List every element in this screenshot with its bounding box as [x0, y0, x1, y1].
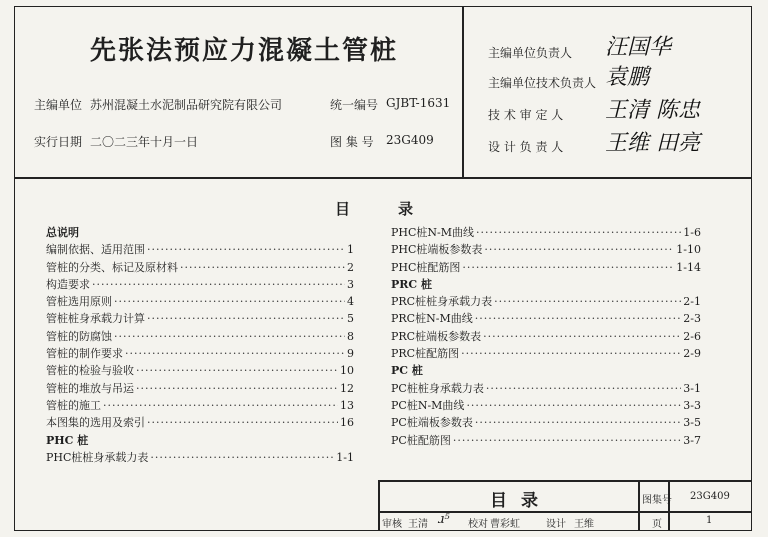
toc-entry	[46, 310, 354, 327]
toc-page-number: 3-5	[683, 416, 701, 430]
toc-entry	[391, 397, 701, 414]
toc-leader-dots	[486, 380, 681, 397]
toc-entry	[46, 380, 354, 397]
toc-entry	[391, 259, 701, 276]
toc-leader-dots	[114, 328, 345, 345]
toc-leader-dots	[147, 241, 345, 258]
toc-title: 目录	[335, 200, 462, 218]
toc-leader-dots	[475, 310, 682, 327]
toc-entry-text: 管桩选用原则	[46, 295, 112, 309]
title-block-title: 目录	[490, 491, 552, 511]
toc-leader-dots	[462, 259, 674, 276]
toc-page-number: 16	[340, 416, 354, 430]
unified-no-label: 统一编号	[330, 98, 379, 112]
toc-entry	[46, 449, 354, 466]
review-label: 审核	[382, 519, 402, 530]
toc-leader-dots	[147, 414, 338, 431]
toc-leader-dots	[483, 328, 681, 345]
toc-right-column	[391, 224, 701, 449]
toc-entry-text: PHC桩N-M曲线	[391, 226, 475, 239]
title-block-sep1	[638, 480, 640, 531]
page-number: 1	[706, 515, 713, 526]
toc-leader-dots	[453, 432, 681, 449]
design-label: 设计	[546, 519, 566, 530]
toc-page-number: 8	[347, 329, 354, 343]
toc-entry-text: PC桩配筋图	[391, 433, 451, 447]
page-label: 页	[652, 519, 662, 530]
toc-entry	[46, 293, 354, 310]
toc-entry-text: 管桩桩身承载力计算	[46, 312, 145, 326]
title-block-mid	[378, 511, 752, 513]
toc-entry-text: PRC桩N-M曲线	[391, 312, 473, 326]
title-block-atlas-label: 图集号	[642, 495, 672, 506]
toc-entry-text: PHC桩桩身承载力表	[46, 450, 149, 464]
reviewer-name: 王清	[408, 519, 428, 530]
effective-date: 二〇二三年十月一日	[90, 135, 199, 149]
toc-page-number: 1	[347, 243, 354, 257]
toc-page-number: 5	[347, 312, 354, 326]
responsible-role: 主编单位技术负责人	[488, 76, 597, 90]
toc-entry-text: PC 桩	[391, 364, 423, 378]
toc-entry	[391, 414, 701, 431]
toc-entry	[46, 241, 354, 258]
toc-leader-dots	[136, 380, 338, 397]
toc-entry-text: 构造要求	[46, 277, 90, 291]
signature: 王维 田亮	[605, 131, 700, 156]
toc-leader-dots	[103, 397, 338, 414]
signature: 王清 陈忠	[605, 98, 700, 123]
toc-entry	[46, 397, 354, 414]
toc-page-number: 2-3	[683, 312, 701, 326]
signature: 汪国华	[605, 35, 672, 60]
toc-page-number: 13	[340, 398, 354, 412]
toc-entry	[391, 380, 701, 397]
toc-entry	[391, 310, 701, 327]
toc-page-number: 3	[347, 277, 354, 291]
toc-entry	[46, 345, 354, 362]
toc-entry-text: 管桩的堆放与吊运	[46, 381, 134, 395]
toc-leader-dots	[92, 276, 345, 293]
toc-entry-text: PC桩桩身承载力表	[391, 381, 484, 395]
toc-entry	[391, 224, 701, 241]
toc-entry	[46, 362, 354, 379]
toc-page-number: 2	[347, 260, 354, 274]
toc-page-number: 12	[340, 381, 354, 395]
toc-page-number: 1-1	[336, 450, 354, 464]
toc-entry-text: PC桩端板参数表	[391, 416, 473, 430]
toc-page-number: 10	[340, 364, 354, 378]
toc-entry-text: PHC桩配筋图	[391, 260, 461, 274]
toc-page-number: 3-3	[683, 398, 701, 412]
toc-entry	[46, 276, 354, 293]
toc-entry	[391, 345, 701, 362]
editor-unit: 苏州混凝土水泥制品研究院有限公司	[90, 98, 283, 112]
reviewer-signature: ɹ⁵	[438, 512, 450, 527]
toc-entry-text: PRC桩配筋图	[391, 347, 460, 361]
toc-entry-text: PRC桩桩身承载力表	[391, 295, 493, 309]
title-block-left	[378, 480, 380, 531]
toc-page-number: 9	[347, 347, 354, 361]
toc-entry-text: PHC 桩	[46, 433, 89, 447]
atlas-no-label: 图 集 号	[330, 135, 374, 149]
header-divider	[14, 177, 752, 179]
toc-entry	[391, 241, 701, 258]
responsible-role: 主编单位负责人	[488, 46, 573, 60]
toc-entry	[46, 328, 354, 345]
toc-leader-dots	[461, 345, 681, 362]
toc-leader-dots	[475, 414, 681, 431]
toc-page-number: 2-6	[683, 329, 701, 343]
toc-page-number: 1-14	[676, 260, 701, 274]
toc-leader-dots	[476, 224, 681, 241]
toc-leader-dots	[466, 397, 681, 414]
toc-page-number: 2-1	[683, 295, 701, 309]
toc-entry-text: 管桩的施工	[46, 398, 101, 412]
atlas-no: 23G409	[386, 133, 434, 147]
toc-entry-text: PRC桩端板参数表	[391, 329, 482, 343]
header-vertical-divider	[462, 6, 464, 178]
title-block-atlas-no: 23G409	[690, 491, 730, 502]
toc-entry-text: PRC 桩	[391, 277, 432, 291]
signature: 袁鹏	[605, 65, 650, 90]
toc-entry-text: 管桩的防腐蚀	[46, 329, 112, 343]
toc-leader-dots	[147, 310, 345, 327]
toc-entry-text: 管桩的分类、标记及原材料	[46, 260, 178, 274]
toc-left-column	[46, 224, 354, 466]
toc-entry-text: 管桩的检验与验收	[46, 364, 134, 378]
toc-page-number: 3-7	[683, 433, 701, 447]
toc-entry	[46, 259, 354, 276]
toc-entry-text: 管桩的制作要求	[46, 347, 123, 361]
title-block-top	[378, 480, 752, 482]
toc-entry	[391, 328, 701, 345]
toc-page-number: 3-1	[683, 381, 701, 395]
toc-leader-dots	[150, 449, 334, 466]
toc-entry-text: PC桩N-M曲线	[391, 398, 465, 412]
toc-entry-text: PHC桩端板参数表	[391, 243, 483, 257]
toc-leader-dots	[180, 259, 345, 276]
toc-page-number: 4	[347, 295, 354, 309]
toc-section-header	[391, 276, 701, 293]
toc-section-header	[391, 362, 701, 379]
toc-page-number: 1-6	[683, 226, 701, 239]
toc-section-header	[46, 224, 354, 241]
toc-leader-dots	[125, 345, 345, 362]
toc-page-number: 1-10	[676, 243, 701, 257]
toc-section-header	[46, 432, 354, 449]
toc-page-number: 2-9	[683, 347, 701, 361]
responsible-role: 设 计 负 责 人	[488, 140, 564, 154]
toc-entry-text: 编制依据、适用范围	[46, 243, 145, 257]
toc-entry	[46, 414, 354, 431]
date-label: 实行日期	[34, 135, 83, 149]
responsible-role: 技 术 审 定 人	[488, 108, 564, 122]
designer-name: 王维	[574, 519, 594, 530]
toc-entry-text: 总说明	[46, 226, 79, 239]
unified-no: GJBT-1631	[386, 96, 451, 110]
check-label: 校对	[468, 519, 488, 530]
document-title: 先张法预应力混凝土管桩	[90, 36, 399, 66]
editor-unit-label: 主编单位	[34, 98, 83, 112]
checker-name: 曹彩虹	[490, 519, 520, 530]
toc-entry	[391, 293, 701, 310]
toc-leader-dots	[494, 293, 681, 310]
toc-leader-dots	[136, 362, 338, 379]
toc-leader-dots	[484, 241, 674, 258]
toc-leader-dots	[114, 293, 345, 310]
toc-entry-text: 本图集的选用及索引	[46, 416, 145, 430]
toc-entry	[391, 432, 701, 449]
